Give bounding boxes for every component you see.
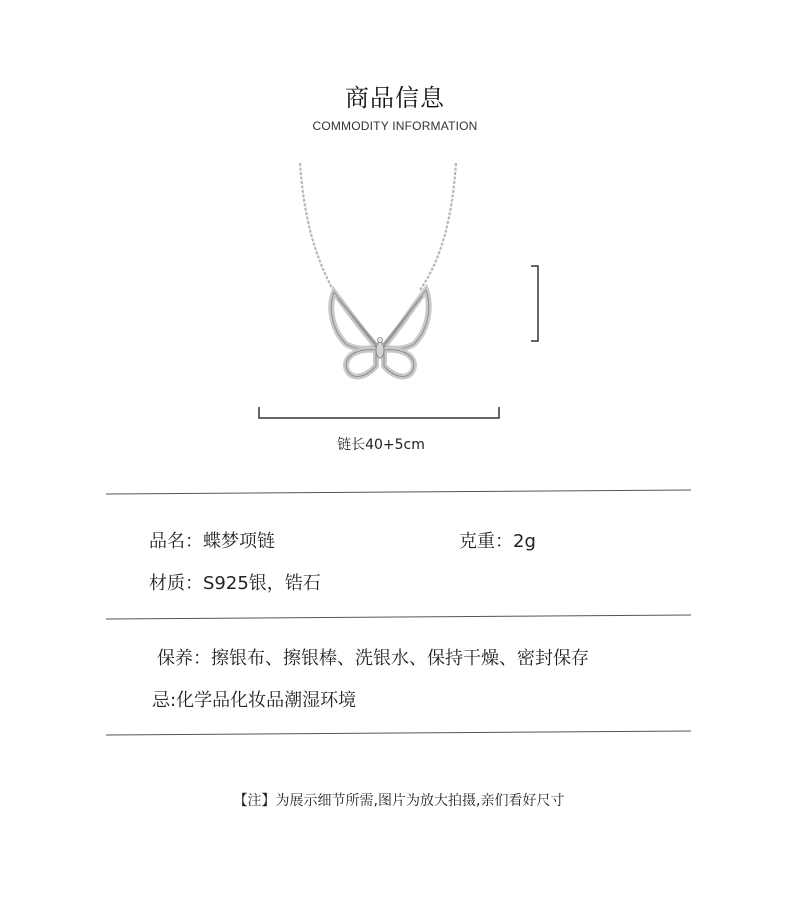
spec-weight-label: 克重：: [459, 531, 513, 552]
spec-material: [149, 569, 321, 595]
care-maintenance: [157, 644, 589, 670]
footer-note-tag: 【注】: [233, 793, 276, 809]
page-title: 商品信息: [345, 84, 445, 112]
care-maintenance-value: 擦银布、擦银棒、洗银水、保持干燥、密封保存: [211, 648, 589, 669]
height-bracket: [531, 265, 539, 342]
divider-middle: [106, 614, 691, 620]
care-avoid-value: 化学品化妆品潮湿环境: [176, 690, 357, 711]
spec-name-value: 蝶梦项链: [203, 531, 275, 552]
spec-weight-value: 2g: [513, 531, 536, 552]
chain-length: 链长40+5cm: [337, 437, 425, 453]
footer-note: [0, 790, 790, 810]
spec-material-label: 材质：: [149, 573, 203, 594]
page-subtitle: COMMODITY INFORMATION: [312, 119, 478, 132]
care-avoid-label: 忌:: [152, 690, 177, 711]
width-bracket: [258, 406, 500, 420]
care-maintenance-label: 保养：: [157, 648, 211, 669]
footer-note-text: 为展示细节所需,图片为放大拍摄,亲们看好尺寸: [275, 793, 565, 809]
divider-top: [106, 489, 691, 495]
care-avoid: [152, 686, 356, 712]
spec-name: [149, 527, 275, 553]
butterfly-necklace-icon: [280, 158, 480, 388]
spec-name-label: 品名：: [149, 531, 203, 552]
spec-weight: [459, 527, 536, 553]
divider-bottom: [106, 730, 691, 736]
spec-material-value: S925银，锆石: [203, 573, 321, 594]
